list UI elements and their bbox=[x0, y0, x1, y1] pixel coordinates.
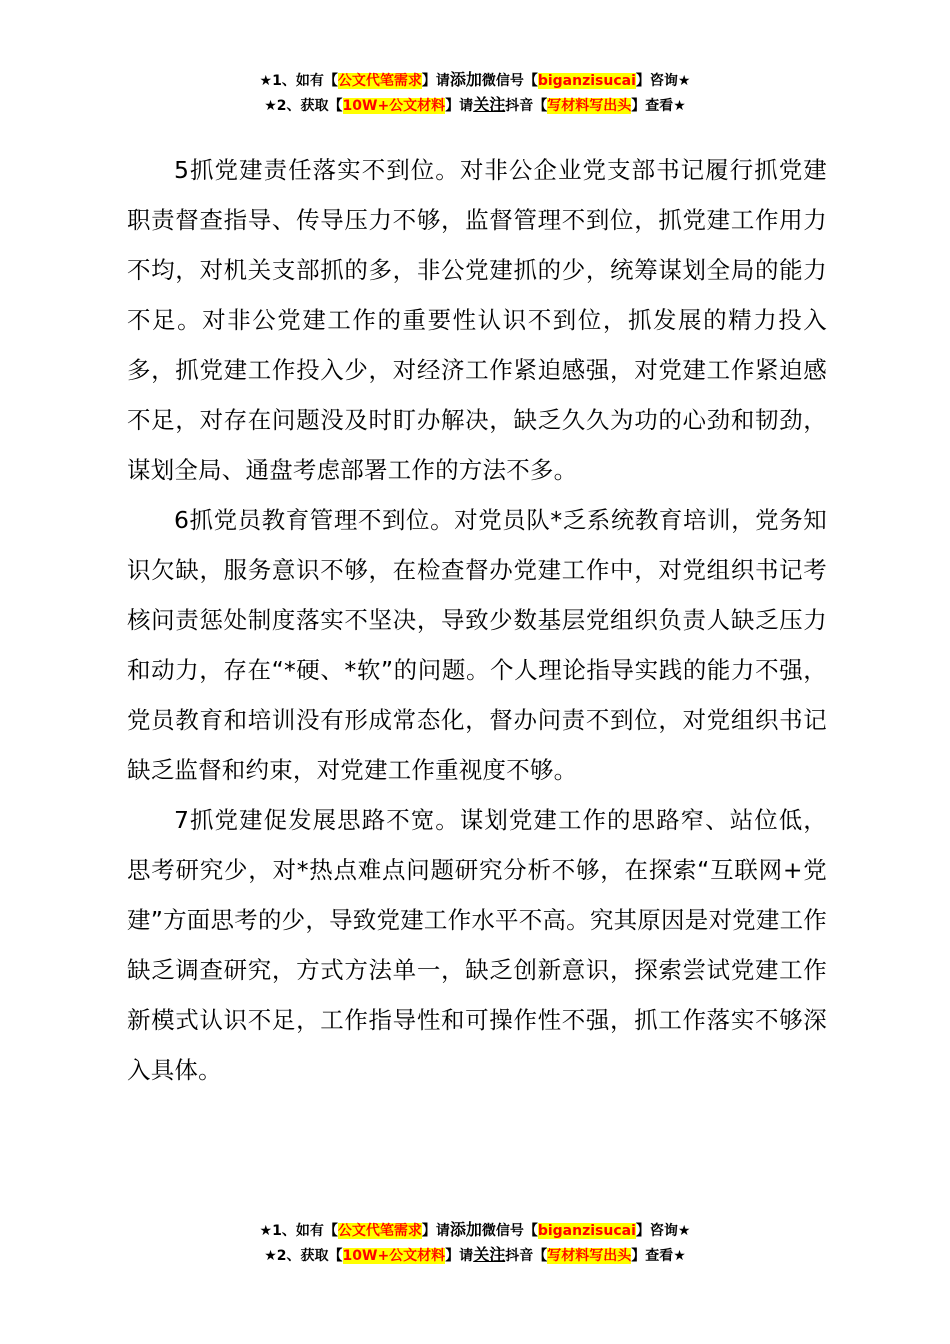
header-line-2-highlight-materials: 10W+公文材料 bbox=[342, 98, 446, 114]
header-line-1-middle-b: 微信号【 bbox=[481, 73, 538, 89]
footer-line-2-middle-b: 抖音【 bbox=[505, 1248, 548, 1264]
footer-line-1 bbox=[0, 1218, 950, 1243]
header-line-1-middle-a: 】请 bbox=[421, 73, 450, 89]
document-body bbox=[127, 145, 827, 1095]
footer-line-2-middle-a: 】请 bbox=[445, 1248, 474, 1264]
footer-line-2-prefix: ★2、获取【 bbox=[264, 1248, 343, 1264]
header-line-2-emphasis: 关注 bbox=[473, 95, 506, 114]
paragraph-7: 7抓党建促发展思路不宽。谋划党建工作的思路窄、站位低，思考研究少，对*热点难点问题研究分析不够，在探索“互联网+党建”方面思考的少，导致党建工作水平不高。究其原因是对党建工作缺乏调查研究，方式方法单一，缺乏创新意识，探索尝试党建工作新模式认识不足，工作指导性和可操作性不强，抓工作落实不够深入具体。 bbox=[127, 806, 827, 1084]
header-line-2-middle-a: 】请 bbox=[445, 98, 474, 114]
header-line-1-highlight-service: 公文代笔需求 bbox=[337, 73, 422, 89]
header-line-1-highlight-wechat: biganzisucai bbox=[537, 73, 636, 89]
footer-line-2-highlight-materials: 10W+公文材料 bbox=[342, 1248, 446, 1264]
footer-line-2 bbox=[0, 1243, 950, 1268]
header-line-1 bbox=[0, 68, 950, 93]
header-banner bbox=[0, 68, 950, 118]
footer-line-1-highlight-service: 公文代笔需求 bbox=[337, 1223, 422, 1239]
footer-line-1-middle-a: 】请 bbox=[421, 1223, 450, 1239]
header-line-2-suffix: 】查看★ bbox=[631, 98, 686, 114]
footer-banner bbox=[0, 1218, 950, 1268]
header-line-1-suffix: 】咨询★ bbox=[635, 73, 691, 89]
footer-line-2-emphasis: 关注 bbox=[473, 1245, 506, 1264]
paragraph-5: 5抓党建责任落实不到位。对非公企业党支部书记履行抓党建职责督查指导、传导压力不够，监督管理不到位，抓党建工作用力不均，对机关支部抓的多，非公党建抓的少，统筹谋划全局的能力不足。对非公党建工作的重要性认识不到位，抓发展的精力投入多，抓党建工作投入少，对经济工作紧迫感强，对党建工作紧迫感不足，对存在问题没及时盯办解决，缺乏久久为功的心劲和韧劲，谋划全局、通盘考虑部署工作的方法不多。 bbox=[127, 156, 827, 484]
footer-line-1-suffix: 】咨询★ bbox=[635, 1223, 691, 1239]
footer-line-1-emphasis: 添加 bbox=[449, 1220, 482, 1239]
header-line-2-prefix: ★2、获取【 bbox=[264, 98, 343, 114]
footer-line-2-suffix: 】查看★ bbox=[631, 1248, 686, 1264]
footer-line-1-middle-b: 微信号【 bbox=[481, 1223, 538, 1239]
paragraph-6: 6抓党员教育管理不到位。对党员队*乏系统教育培训，党务知识欠缺，服务意识不够，在检查督办党建工作中，对党组织书记考核问责惩处制度落实不坚决，导致少数基层党组织负责人缺乏压力和动力，存在“*硬、*软”的问题。个人理论指导实践的能力不强，党员教育和培训没有形成常态化，督办问责不到位，对党组织书记缺乏监督和约束，对党建工作重视度不够。 bbox=[127, 506, 827, 784]
header-line-1-prefix: ★1、如有【 bbox=[259, 73, 338, 89]
header-line-2-middle-b: 抖音【 bbox=[505, 98, 548, 114]
header-line-1-emphasis: 添加 bbox=[449, 70, 482, 89]
header-line-2 bbox=[0, 93, 950, 118]
header-line-2-highlight-douyin: 写材料写出头 bbox=[547, 98, 632, 114]
footer-line-1-highlight-wechat: biganzisucai bbox=[537, 1223, 636, 1239]
footer-line-2-highlight-douyin: 写材料写出头 bbox=[547, 1248, 632, 1264]
footer-line-1-prefix: ★1、如有【 bbox=[259, 1223, 338, 1239]
